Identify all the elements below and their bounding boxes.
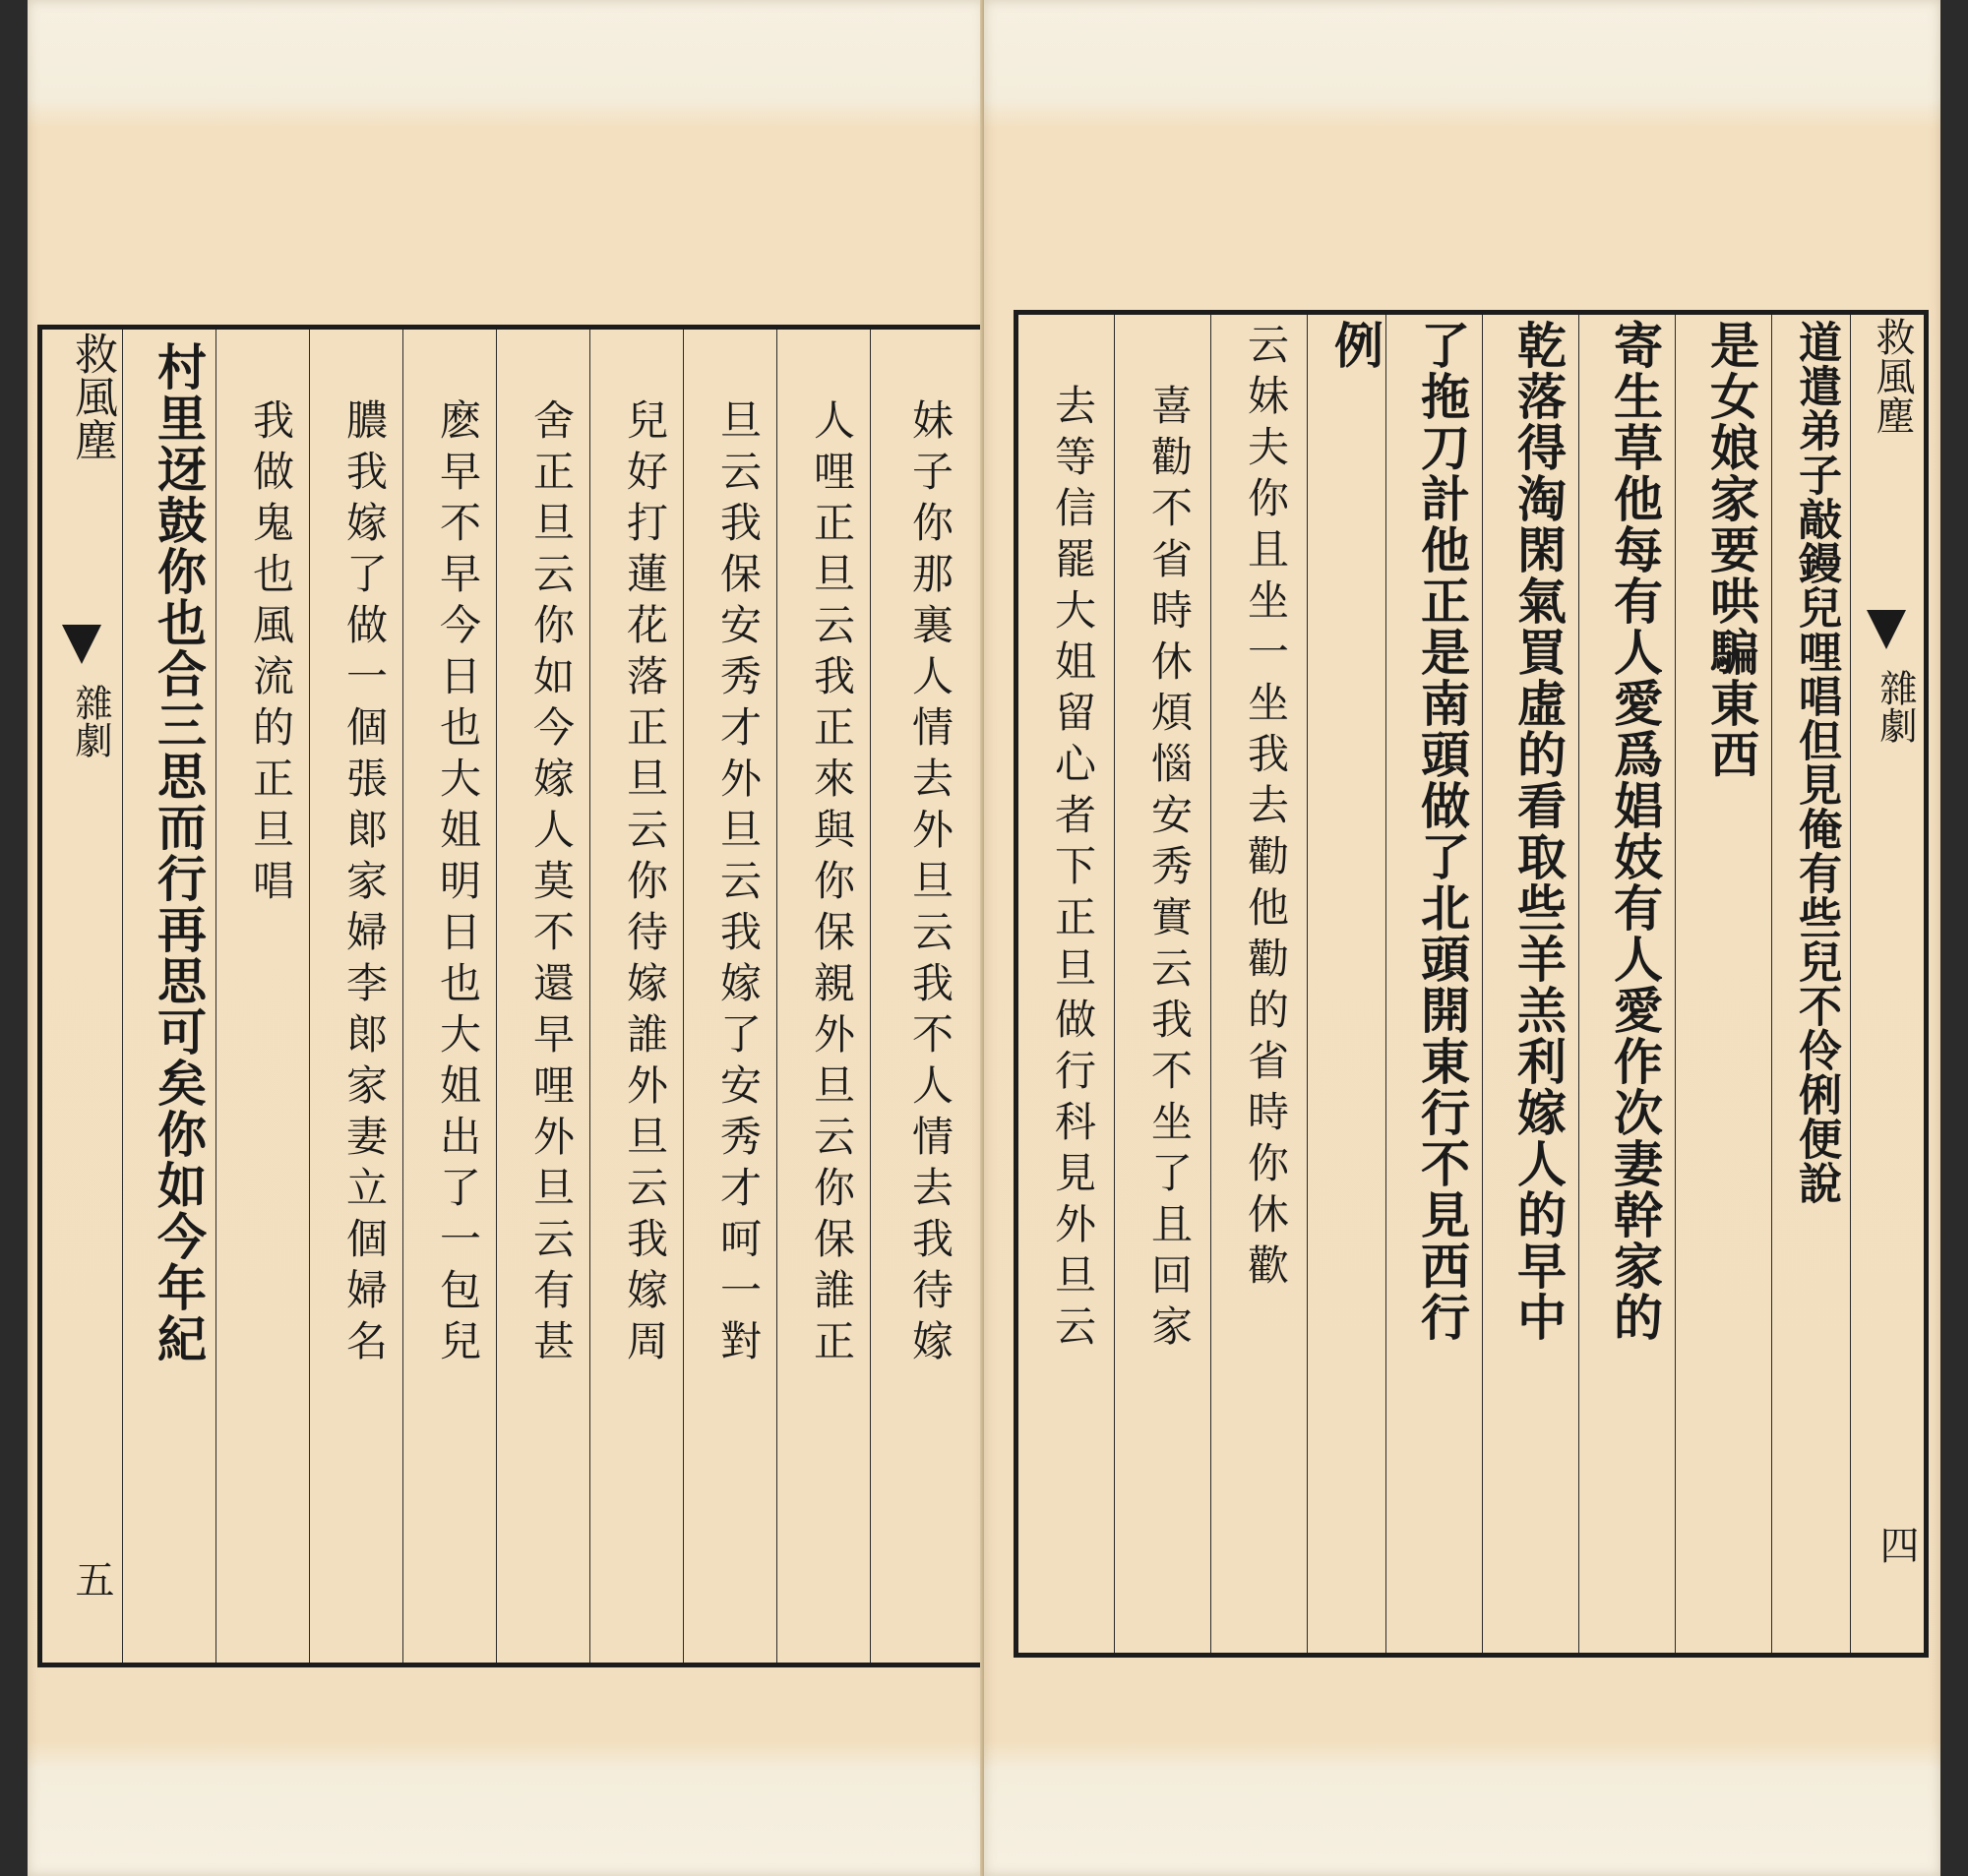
left-page-number: 五 xyxy=(69,1559,114,1599)
left-text-column: 人哩正旦云我正來與你保親外旦云你保誰正 xyxy=(808,398,856,1370)
left-col-4 xyxy=(403,330,497,1663)
left-col-5 xyxy=(497,330,590,1663)
left-col-7 xyxy=(684,330,777,1663)
left-col-6 xyxy=(590,330,684,1663)
left-text-column: 麽早不早今日也大姐明日也大姐出了一包兒 xyxy=(434,398,482,1370)
left-text-column: 村里迓鼓你也合三思而行再思可矣你如今年紀 xyxy=(150,341,208,1364)
right-text-column: 去等信罷大姐留心者下正旦做行科見外旦云 xyxy=(1049,384,1097,1356)
right-page xyxy=(984,0,1940,1876)
right-text-column: 道遣弟子敲鏝兒哩唱但見俺有些兒不伶俐便說 xyxy=(1791,320,1841,1205)
fish-tail-mark xyxy=(62,625,101,664)
right-fold-column xyxy=(1851,315,1924,1653)
right-margin-title: 救風塵 xyxy=(1870,317,1915,435)
right-text-column: 例 xyxy=(1326,320,1384,371)
right-col-6 xyxy=(1308,315,1386,1653)
right-col-3 xyxy=(1579,315,1676,1653)
right-col-1 xyxy=(1772,315,1851,1653)
right-text-column: 喜勸不省時休煩惱安秀實云我不坐了且回家 xyxy=(1145,384,1194,1356)
left-col-8 xyxy=(777,330,871,1663)
fish-tail-mark xyxy=(1867,610,1906,649)
right-col-9 xyxy=(1018,315,1115,1653)
left-col-1 xyxy=(123,330,216,1663)
left-text-column: 妹子你那裏人情去外旦云我不人情去我待嫁 xyxy=(906,398,954,1370)
left-col-9 xyxy=(871,330,975,1663)
right-col-4 xyxy=(1483,315,1579,1653)
left-text-column: 兒好打蓮花落正旦云你待嫁誰外旦云我嫁周 xyxy=(621,398,669,1370)
left-col-2 xyxy=(216,330,310,1663)
right-col-8 xyxy=(1115,315,1211,1653)
left-text-column: 膿我嫁了做一個張郞家婦李郞家妻立個婦名 xyxy=(340,398,389,1370)
right-page-number: 四 xyxy=(1874,1525,1919,1564)
right-margin-section: 雜劇 xyxy=(1874,669,1917,744)
left-margin-section: 雜劇 xyxy=(69,684,112,758)
left-page xyxy=(28,0,985,1876)
right-text-column: 是女娘家要哄騙東西 xyxy=(1702,320,1760,780)
right-text-column: 了拖刀計他正是南頭做了北頭開東行不見西行 xyxy=(1413,320,1471,1343)
right-page-frame xyxy=(1014,310,1929,1658)
left-margin-title: 救風塵 xyxy=(67,332,117,461)
left-text-column: 舍正旦云你如今嫁人莫不還早哩外旦云有甚 xyxy=(527,398,576,1370)
right-col-2 xyxy=(1676,315,1772,1653)
right-text-column: 寄生草他每有人愛爲娼妓有人愛作次妻幹家的 xyxy=(1606,320,1664,1343)
right-col-5 xyxy=(1386,315,1483,1653)
right-text-column: 乾落得淘閑氣買虛的看取些羊羔利嫁人的早中 xyxy=(1509,320,1568,1343)
left-col-3 xyxy=(310,330,403,1663)
left-page-frame xyxy=(37,325,990,1667)
right-col-7 xyxy=(1211,315,1308,1653)
left-text-column: 我做鬼也風流的正旦唱 xyxy=(247,398,295,910)
right-text-column: 云妹夫你且坐一坐我去勸他勸的省時你休歡 xyxy=(1242,323,1290,1295)
left-text-column: 旦云我保安秀才外旦云我嫁了安秀才呵一對 xyxy=(714,398,763,1370)
left-fold-column xyxy=(42,330,123,1663)
